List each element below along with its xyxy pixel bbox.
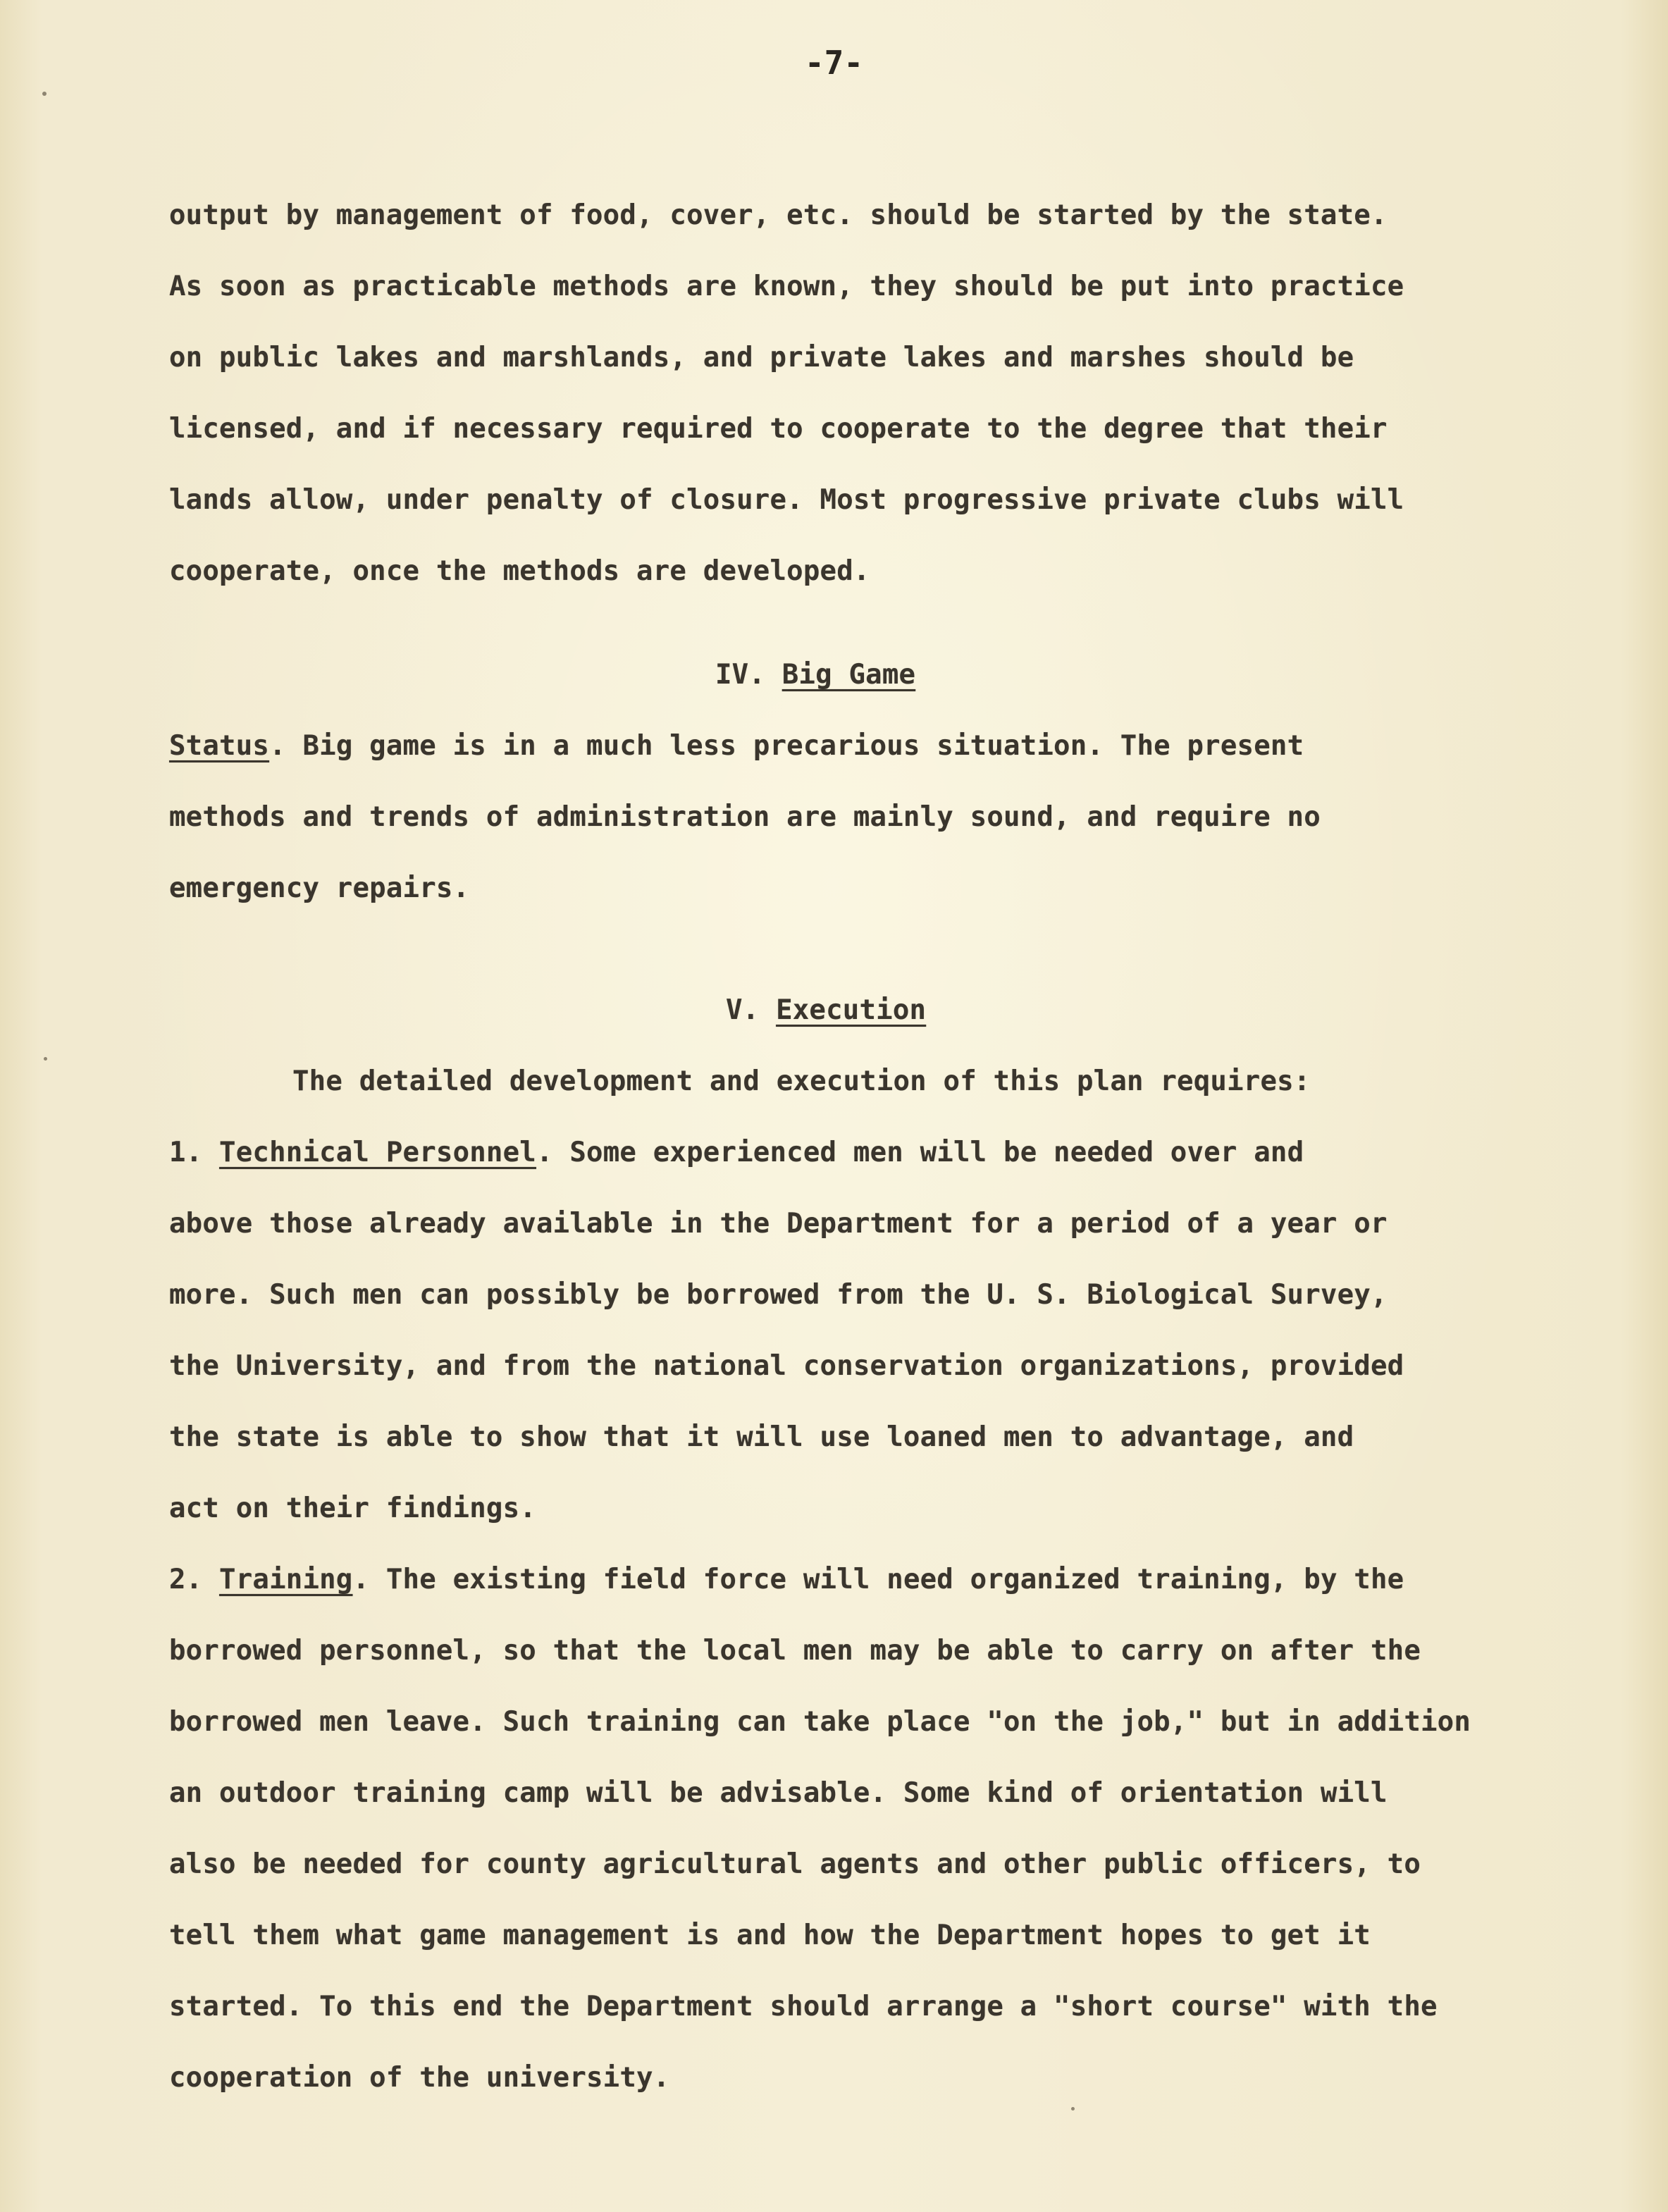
item-1-line-1: [169, 1117, 1593, 1188]
status-line-2: methods and trends of administration are mainly sound, and require no: [169, 801, 1321, 833]
section-v-title: Execution: [776, 994, 927, 1026]
paragraph-1-line-4: licensed, and if necessary required to cooperate to the degree that their: [169, 413, 1388, 445]
item-1-line-3: more. Such men can possibly be borrowed from the U. S. Biological Survey,: [169, 1279, 1388, 1311]
paragraph-1-line-6: cooperate, once the methods are developed.: [169, 555, 870, 587]
item-2-line-8: cooperation of the university.: [169, 2062, 670, 2094]
item-2-line-5: also be needed for county agricultural agents and other public officers, to: [169, 1848, 1421, 1880]
page-number: -7-: [804, 44, 864, 82]
item-1-line-6: act on their findings.: [169, 1493, 536, 1524]
section-iv-number: IV.: [715, 659, 766, 691]
section-v-number: V.: [726, 994, 760, 1026]
status-line-3: emergency repairs.: [169, 872, 470, 904]
item-2-line-1-text: . The existing field force will need organized training, by the: [352, 1564, 1404, 1595]
item-2-number: 2.: [169, 1564, 220, 1595]
item-2-line-3: borrowed men leave. Such training can take place "on the job," but in addition: [169, 1706, 1471, 1738]
item-1-line-1-text: . Some experienced men will be needed over and: [536, 1137, 1304, 1168]
item-1-label: Technical Personnel: [219, 1137, 536, 1168]
item-2-line-7: started. To this end the Department should arrange a "short course" with the: [169, 1991, 1438, 2022]
paper-speck: [1071, 2107, 1075, 2111]
item-2-line-4: an outdoor training camp will be advisable. Some kind of orientation will: [169, 1777, 1388, 1809]
paragraph-1-line-1: output by management of food, cover, etc. should be started by the state.: [169, 199, 1388, 231]
status-line-1: [169, 710, 1593, 781]
status-label: Status: [169, 730, 270, 762]
section-heading-execution: [169, 975, 1593, 1046]
paragraph-1-line-3: on public lakes and marshlands, and private lakes and marshes should be: [169, 342, 1354, 373]
execution-intro: The detailed development and execution of this plan requires:: [292, 1065, 1311, 1097]
item-1-line-2: above those already available in the Department for a period of a year or: [169, 1208, 1388, 1240]
item-1-line-4: the University, and from the national conservation organizations, provided: [169, 1350, 1404, 1382]
paragraph-1-line-2: As soon as practicable methods are known, they should be put into practice: [169, 271, 1404, 302]
section-iv-title: Big Game: [782, 659, 916, 691]
item-1-number: 1.: [169, 1137, 220, 1168]
document-body: [169, 180, 1593, 2113]
item-2-label: Training: [219, 1564, 353, 1595]
section-heading-big-game: [169, 639, 1593, 710]
status-line-1-text: . Big game is in a much less precarious situation. The present: [269, 730, 1304, 762]
item-2-line-1: [169, 1544, 1593, 1615]
item-1-line-5: the state is able to show that it will use loaned men to advantage, and: [169, 1421, 1354, 1453]
item-2-line-6: tell them what game management is and how the Department hopes to get it: [169, 1920, 1371, 1951]
paper-speck: [44, 1057, 47, 1061]
paragraph-1-line-5: lands allow, under penalty of closure. Most progressive private clubs will: [169, 484, 1404, 516]
paper-speck: [42, 92, 47, 96]
item-2-line-2: borrowed personnel, so that the local men may be able to carry on after the: [169, 1635, 1421, 1667]
